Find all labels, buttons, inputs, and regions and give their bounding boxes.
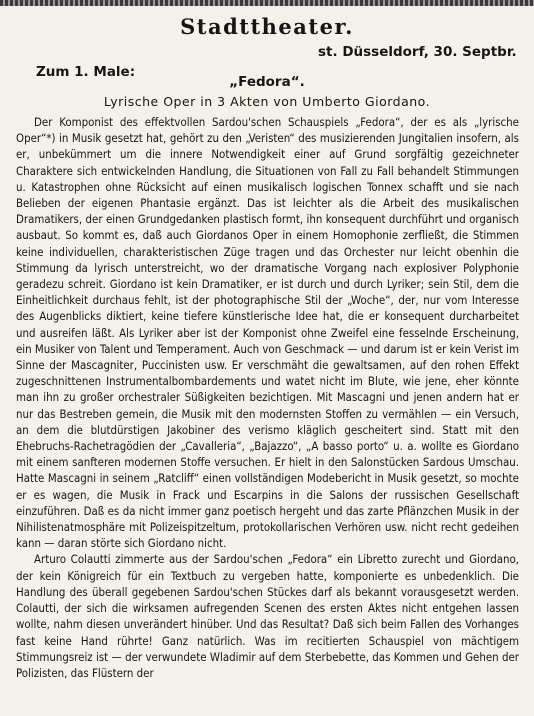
article-body [16,114,519,681]
play-title: „Fedora“. [229,74,305,90]
kicker: Zum 1. Male: [36,64,136,80]
subtitle: Lyrische Oper in 3 Akten von Umberto Giordano. [103,94,431,109]
paragraph: Der Komponist des effektvollen Sardou'schen Schauspiels „Fedora“, der es als „lyrische Oper“*) in Musik gesetzt hat, gehört zu den „Veristen“ des musizierenden Jungitalien insofern, als er, unbekümmert um die innere Notwendigkeit einer auf Grund sorgfältig gezeichneter Charaktere sich entwickelnden Handlung, die Situationen von Fall zu Fall behandelt Stimmungen u. Katastrophen ohne Rücksicht auf einen musikalisch logischen Tonnex schafft und sie nach Belieben der eigenen Phantasie ergänzt. Das ist leichter als die Arbeit des musikalischen Dramatikers, der einen Grundgedanken plastisch formt, ihn konsequent durchführt und organisch ausbaut. So kommt es, daß auch Giordanos Oper in einem Homophonie zerfließt, die Stimmen keine individuellen, charakteristischen Züge tragen und das Orchester nur leicht obenhin die Stimmung da lyrisch unterstreicht, wo der dramatische Vorgang nach explosiver Polyphonie geradezu schreit. Giordano ist kein Dramatiker, er ist durch und durch Lyriker; sein Stil, dem die Einheitlichkeit durchaus fehlt, ist der photographische Stil der „Woche“, der, nur vom Interesse des Augenblicks diktiert, keine tiefere künstlerische Idee hat, die er konsequent durcharbeitet und ausreifen läßt. Als Lyriker aber ist der Komponist ohne Zweifel eine fesselnde Erscheinung, ein Musiker von Talent und Temperament. Auch von Geschmack — und darum ist er kein Verist im Sinne der Mascagniter, Puccinisten usw. Er verschmäht die gewaltsamen, auf den rohen Effekt zugeschnittenen Instrumentalbombardements und watet nicht im Blute, wie jene, eher könnte man ihn zu großer orchestraler Süßigkeiten bezichtigen. Mit Mascagni und jenen andern hat er nur das Bestreben gemein, die Musik mit den modernsten Stoffen zu vermählen — ein Versuch, an dem die blutdürstigen Jakobiner des verismo kläglich gescheitert sind. Statt mit den Ehebruchs-Rachetragödien der „Cavalleria“, „Bajazzo“, „A basso porto“ u. a. wollte es Giordano mit einem sanfteren modernen Stoffe versuchen. Er hielt in den Salonstücken Sardous Umschau. Hatte Mascagni in seinem „Ratcliff“ einen vollständigen Modebericht in Musik gesetzt, so mochte er es wagen, die Musik in Frack und Escarpins in die Salons der russischen Gesellschaft einzuführen. Daß es da nicht immer ganz poetisch hergeht und das zarte Pflänzchen Musik in der Nihilistenatmosphäre mit Polizeispitzeltum, protokollarischen Verhören usw. nicht recht gedeihen kann — daran störte sich Giordano nicht. [16,115,519,551]
top-rule [0,0,534,6]
paragraph: Arturo Colautti zimmerte aus der Sardou'schen „Fedora“ ein Libretto zurecht und Giordano, der kein Königreich für ein Textbuch zu vergeben hatte, komponierte es unbedenklich. Die Handlung des überall gegebenen Sardou'schen Stückes darf als bekannt vorausgesetzt werden. Colautti, der sich die wirksamen aufregenden Scenen des ersten Aktes nicht entgehen lassen wollte, nahm diesen unverändert hinüber. Und das Resultat? Daß sich beim Fallen des Vorhanges fast keine Hand rührte! Ganz natürlich. Was im recitierten Schauspiel von mächtigem Stimmungsreiz ist — der verwundete Wladimir auf dem Sterbebette, das Kommen und Gehen der Polizisten, das Flüstern der [16,552,519,680]
dateline: st. Düsseldorf, 30. Septbr. [318,44,517,60]
section-heading: Stadttheater. [180,14,354,39]
